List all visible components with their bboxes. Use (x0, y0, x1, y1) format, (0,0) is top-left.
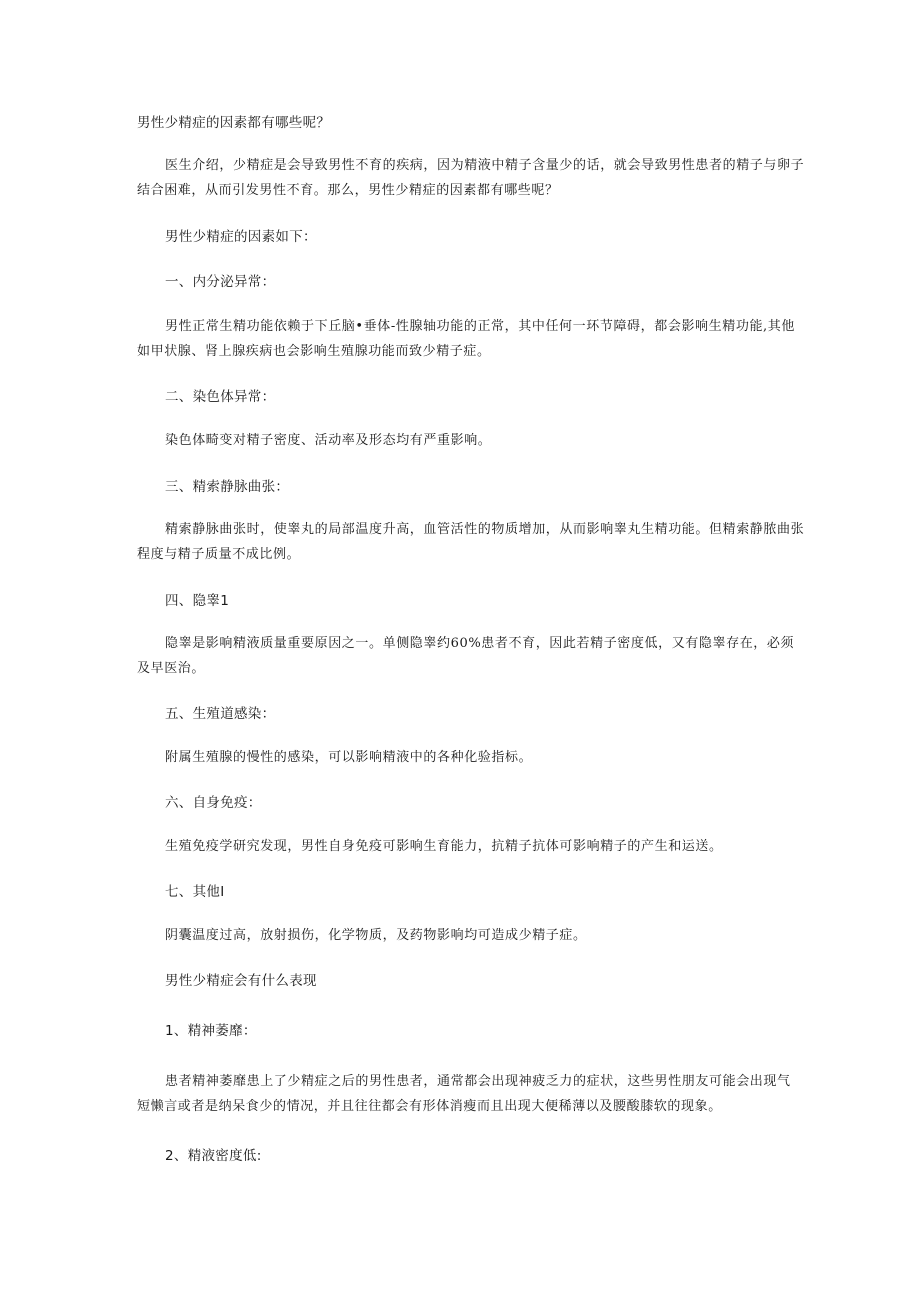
symptoms-heading: 男性少精症会有什么表现 (165, 973, 317, 989)
factors-heading: 男性少精症的因素如下： (165, 229, 317, 245)
factor-text: 生殖免疫学研究发现，男性自身免疫可影响生育能力，抗精子抗体可影响精子的产生和运送。 (165, 839, 723, 854)
factor-text: 如甲状腺、肾上腺疾病也会影响生殖腺功能而致少精子症。 (137, 344, 491, 359)
symptom-heading: 1、精神萎靡： (165, 1023, 257, 1039)
factor-text: 阴囊温度过高，放射损伤，化学物质，及药物影响均可造成少精子症。 (165, 928, 587, 943)
factor-text: 染色体畸变对精子密度、活动率及形态均有严重影响。 (165, 433, 492, 448)
intro-line: 结合困难，从而引发男性不育。那么，男性少精症的因素都有哪些呢？ (137, 183, 559, 198)
factor-heading: 四、隐睾1 (165, 593, 230, 609)
symptom-heading: 2、精液密度低: (165, 1148, 262, 1164)
factor-text: 及早医治。 (137, 661, 206, 676)
factor-heading: 七、其他I (165, 884, 225, 900)
factor-text: 附属生殖腺的慢性的感染，可以影响精液中的各种化验指标。 (165, 750, 533, 765)
factor-text: 程度与精子质量不成比例。 (137, 547, 301, 562)
symptom-text: 短懒言或者是纳呆食少的情况，并且往往都会有形体消瘦而且出现大便稀薄以及腰酸膝软的现象。 (137, 1099, 722, 1114)
factor-heading: 二、染色体异常： (165, 389, 276, 405)
factor-heading: 一、内分泌异常： (165, 274, 276, 290)
document-title: 男性少精症的因素都有哪些呢？ (137, 115, 331, 131)
symptom-text: 患者精神萎靡患上了少精症之后的男性患者，通常都会出现神疲乏力的症状，这些男性朋友可能会出现气 (165, 1074, 791, 1089)
factor-heading: 五、生殖道感染： (165, 706, 276, 722)
factor-text: 男性正常生精功能依赖于下丘脑•垂体-性腺轴功能的正常，其中任何一环节障碍，都会影响生精功能,其他 (165, 319, 795, 334)
factor-text: 精索静脉曲张时，使睾丸的局部温度升高，血管活性的物质增加，从而影响睾丸生精功能。但精索静脓曲张 (165, 522, 805, 537)
factor-text: 隐睾是影响精液质量重要原因之一。单侧隐睾约60%患者不育，因此若精子密度低，又有隐睾存在，必须 (165, 636, 795, 651)
factor-heading: 三、精索静脉曲张： (165, 479, 290, 495)
factor-heading: 六、自身免疫： (165, 795, 262, 811)
intro-line: 医生介绍，少精症是会导致男性不育的疾病，因为精液中精子含量少的话，就会导致男性患者的精子与卵子 (165, 158, 805, 173)
